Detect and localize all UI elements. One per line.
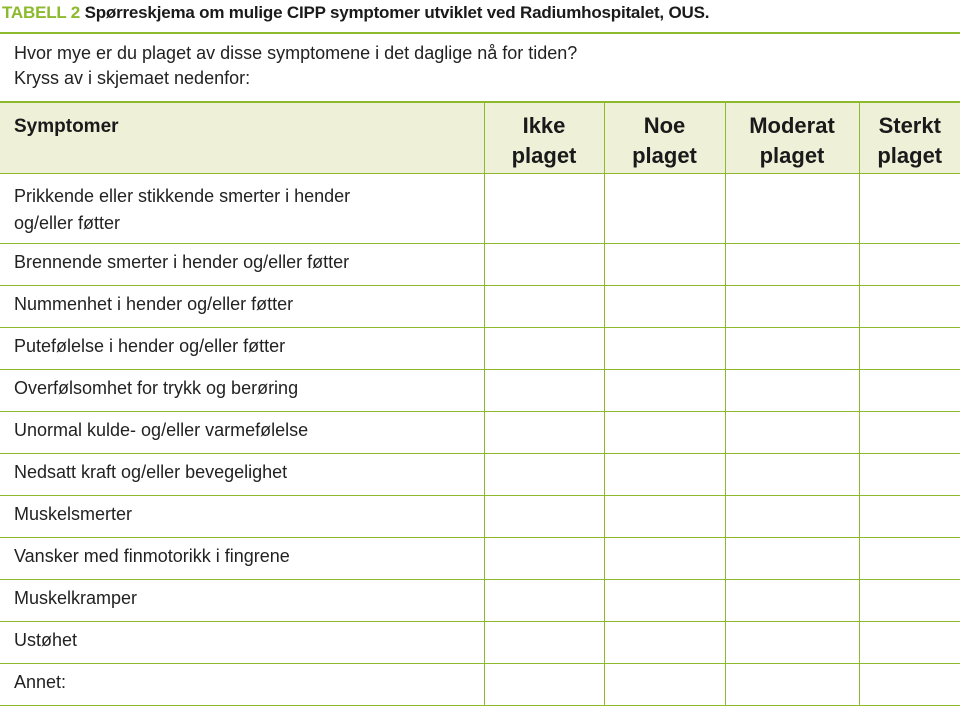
answer-cell-moderat-plaget[interactable]	[725, 579, 859, 621]
answer-cell-noe-plaget[interactable]	[604, 411, 725, 453]
symptom-cell: Brennende smerter i hender og/eller føtter	[0, 243, 484, 285]
table-header-row	[0, 102, 960, 173]
symptom-cell: Muskelsmerter	[0, 495, 484, 537]
instruction-line-1: Hvor mye er du plaget av disse symptomene i det daglige nå for tiden?	[14, 43, 578, 63]
answer-cell-ikke-plaget[interactable]	[484, 369, 604, 411]
instruction-line-2: Kryss av i skjemaet nedenfor:	[14, 68, 251, 88]
answer-cell-moderat-plaget[interactable]	[725, 369, 859, 411]
symptom-cell: Muskelkramper	[0, 579, 484, 621]
column-header-ikke-plaget	[484, 102, 604, 173]
table-row	[0, 579, 960, 621]
answer-cell-moderat-plaget[interactable]	[725, 453, 859, 495]
answer-cell-moderat-plaget[interactable]	[725, 173, 859, 243]
answer-cell-sterkt-plaget[interactable]	[859, 453, 960, 495]
symptom-cell: Nummenhet i hender og/eller føtter	[0, 285, 484, 327]
answer-cell-ikke-plaget[interactable]	[484, 621, 604, 663]
symptom-cell: Ustøhet	[0, 621, 484, 663]
column-header-line: plaget	[877, 143, 943, 168]
answer-cell-noe-plaget[interactable]	[604, 579, 725, 621]
column-header-line: Ikke	[522, 113, 566, 138]
table-row	[0, 243, 960, 285]
column-header-line: Sterkt	[878, 113, 941, 138]
answer-cell-ikke-plaget[interactable]	[484, 411, 604, 453]
symptom-label-line: og/eller føtter	[14, 212, 121, 233]
answer-cell-sterkt-plaget[interactable]	[859, 411, 960, 453]
symptom-cell: Putefølelse i hender og/eller føtter	[0, 327, 484, 369]
answer-cell-noe-plaget[interactable]	[604, 369, 725, 411]
table-row	[0, 285, 960, 327]
answer-cell-sterkt-plaget[interactable]	[859, 621, 960, 663]
answer-cell-noe-plaget[interactable]	[604, 621, 725, 663]
answer-cell-moderat-plaget[interactable]	[725, 411, 859, 453]
answer-cell-ikke-plaget[interactable]	[484, 663, 604, 705]
answer-cell-noe-plaget[interactable]	[604, 453, 725, 495]
symptom-label-line: Prikkende eller stikkende smerter i hender	[14, 185, 351, 206]
answer-cell-sterkt-plaget[interactable]	[859, 537, 960, 579]
answer-cell-noe-plaget[interactable]	[604, 173, 725, 243]
answer-cell-ikke-plaget[interactable]	[484, 453, 604, 495]
answer-cell-ikke-plaget[interactable]	[484, 495, 604, 537]
answer-cell-noe-plaget[interactable]	[604, 243, 725, 285]
answer-cell-ikke-plaget[interactable]	[484, 285, 604, 327]
answer-cell-noe-plaget[interactable]	[604, 537, 725, 579]
answer-cell-noe-plaget[interactable]	[604, 663, 725, 705]
answer-cell-noe-plaget[interactable]	[604, 327, 725, 369]
answer-cell-moderat-plaget[interactable]	[725, 495, 859, 537]
answer-cell-sterkt-plaget[interactable]	[859, 579, 960, 621]
table-row	[0, 495, 960, 537]
answer-cell-moderat-plaget[interactable]	[725, 663, 859, 705]
answer-cell-noe-plaget[interactable]	[604, 495, 725, 537]
answer-cell-noe-plaget[interactable]	[604, 285, 725, 327]
answer-cell-ikke-plaget[interactable]	[484, 243, 604, 285]
symptom-cell: Annet:	[0, 663, 484, 705]
caption-label: TABELL 2	[2, 3, 81, 22]
table-row	[0, 537, 960, 579]
answer-cell-moderat-plaget[interactable]	[725, 285, 859, 327]
answer-cell-sterkt-plaget[interactable]	[859, 369, 960, 411]
answer-cell-moderat-plaget[interactable]	[725, 243, 859, 285]
column-header-noe-plaget	[604, 102, 725, 173]
form-instructions	[0, 32, 960, 101]
table-row	[0, 327, 960, 369]
symptom-cell: Vansker med finmotorikk i fingrene	[0, 537, 484, 579]
column-header-line: plaget	[511, 143, 577, 168]
column-header-line: plaget	[759, 143, 825, 168]
answer-cell-ikke-plaget[interactable]	[484, 579, 604, 621]
table-row	[0, 621, 960, 663]
symptom-questionnaire-table	[0, 101, 960, 706]
answer-cell-ikke-plaget[interactable]	[484, 173, 604, 243]
column-header-line: Moderat	[749, 113, 835, 138]
table-row	[0, 411, 960, 453]
column-header-moderat-plaget	[725, 102, 859, 173]
symptom-cell: Overfølsomhet for trykk og berøring	[0, 369, 484, 411]
caption-title: Spørreskjema om mulige CIPP symptomer utviklet ved Radiumhospitalet, OUS.	[80, 3, 710, 22]
answer-cell-moderat-plaget[interactable]	[725, 537, 859, 579]
table-row	[0, 663, 960, 705]
table-row	[0, 369, 960, 411]
answer-cell-moderat-plaget[interactable]	[725, 621, 859, 663]
answer-cell-sterkt-plaget[interactable]	[859, 285, 960, 327]
column-header-line: Noe	[643, 113, 686, 138]
answer-cell-sterkt-plaget[interactable]	[859, 327, 960, 369]
answer-cell-sterkt-plaget[interactable]	[859, 173, 960, 243]
symptom-column-header: Symptomer	[0, 102, 484, 173]
answer-cell-ikke-plaget[interactable]	[484, 537, 604, 579]
column-header-line: plaget	[632, 143, 697, 168]
symptom-cell: Unormal kulde- og/eller varmefølelse	[0, 411, 484, 453]
answer-cell-ikke-plaget[interactable]	[484, 327, 604, 369]
symptom-cell: Nedsatt kraft og/eller bevegelighet	[0, 453, 484, 495]
answer-cell-sterkt-plaget[interactable]	[859, 663, 960, 705]
column-header-sterkt-plaget	[859, 102, 960, 173]
answer-cell-moderat-plaget[interactable]	[725, 327, 859, 369]
table-row	[0, 173, 960, 243]
table-row	[0, 453, 960, 495]
table-caption	[2, 3, 709, 23]
answer-cell-sterkt-plaget[interactable]	[859, 495, 960, 537]
symptom-cell	[0, 173, 484, 243]
answer-cell-sterkt-plaget[interactable]	[859, 243, 960, 285]
